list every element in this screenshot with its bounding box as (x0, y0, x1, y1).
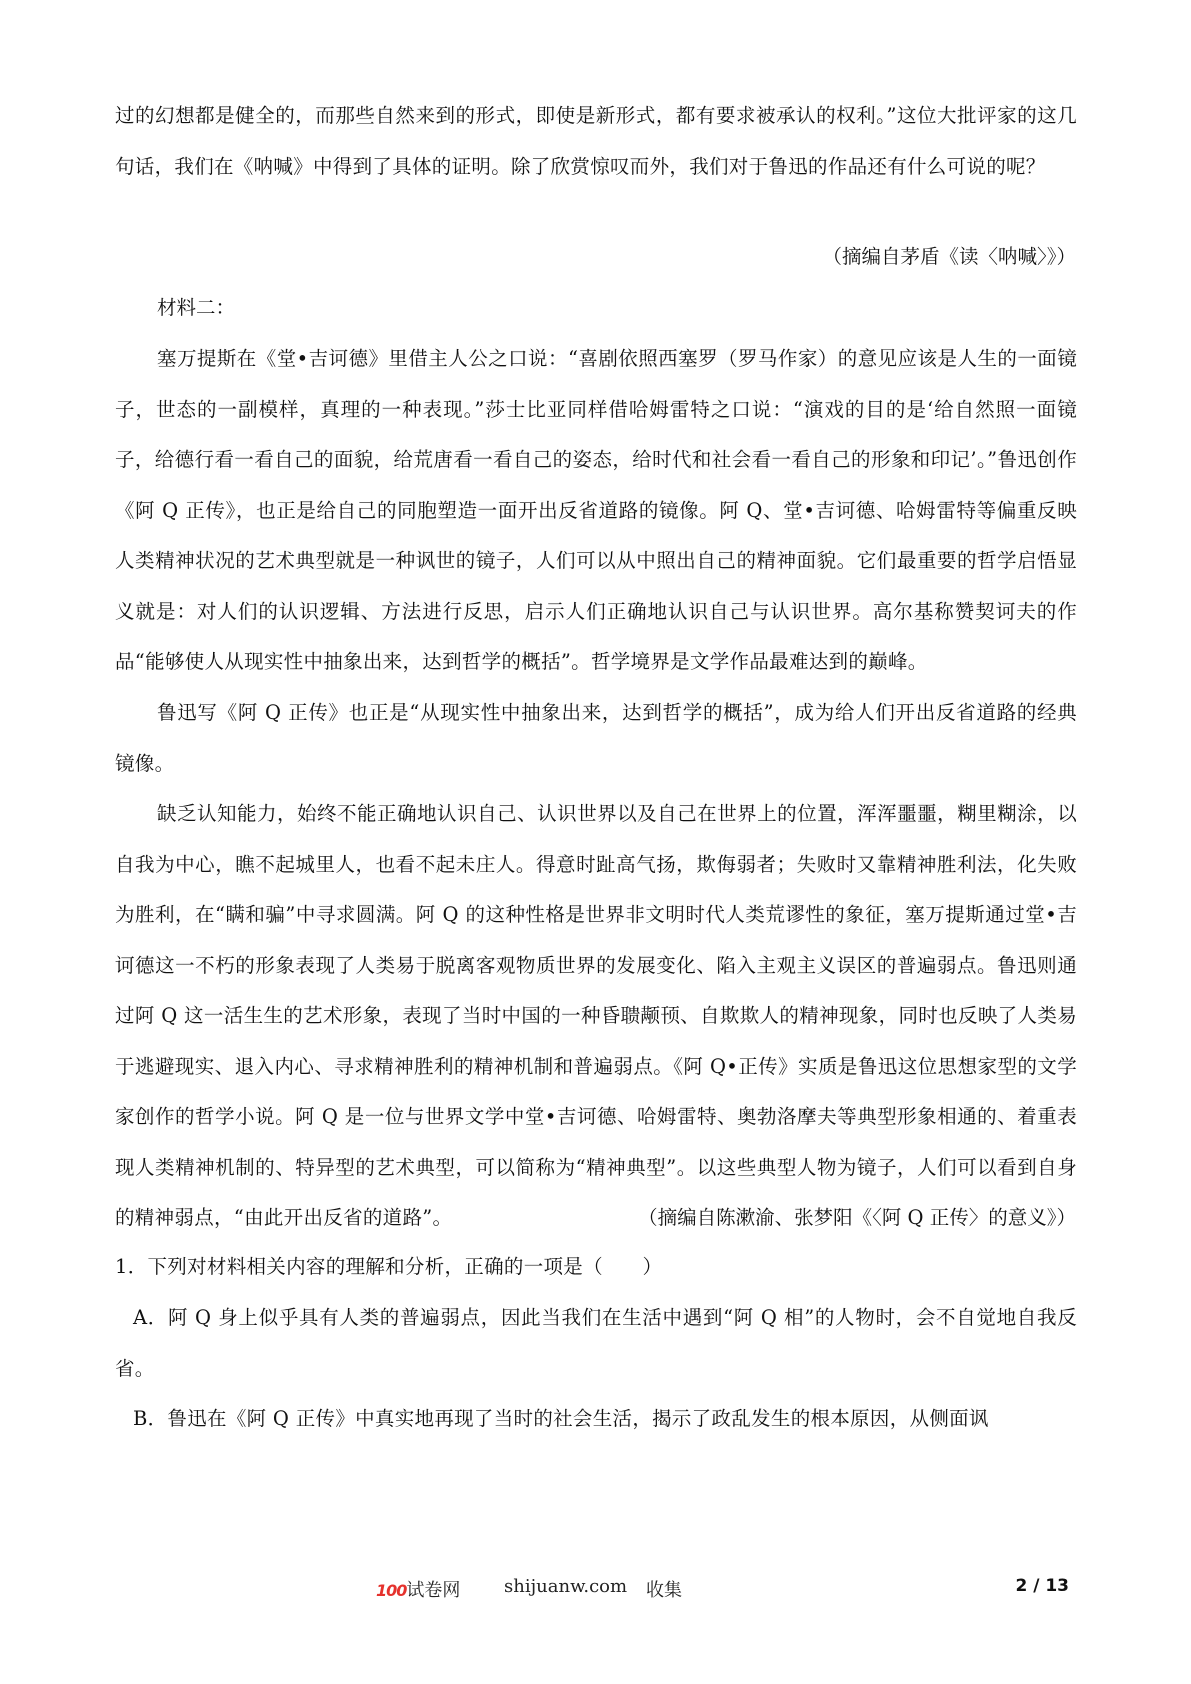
material2-paragraph-1: 塞万提斯在《堂•吉诃德》里借主人公之口说：“喜剧依照西塞罗（罗马作家）的意见应该是人生的一面镜子，世态的一副模样，真理的一种表现。”莎士比亚同样借哈姆雷特之口说：“演戏的目的是‘给自然照一面镜子，给德行看一看自己的面貌，给荒唐看一看自己的姿态，给时代和社会看一看自己的形象和印记’。”鲁迅创作《阿 Q 正传》，也正是给自己的同胞塑造一面开出反省道路的镜像。阿 Q、堂•吉诃德、哈姆雷特等偏重反映人类精神状况的艺术典型就是一种讽世的镜子，人们可以从中照出自己的精神面貌。它们最重要的哲学启悟显义就是：对人们的认识逻辑、方法进行反思，启示人们正确地认识自己与认识世界。高尔基称赞契诃夫的作品“能够使人从现实性中抽象出来，达到哲学的概括”。哲学境界是文学作品最难达到的巅峰。 (115, 347, 1077, 673)
page-footer (0, 1574, 1191, 1604)
source-citation-2: （摘编自陈漱渝、张梦阳《〈阿 Q 正传〉的意义》） (638, 1206, 1076, 1229)
source-citation-1: （摘编自茅盾《读〈呐喊〉》） (822, 245, 1076, 268)
site-logo (376, 1576, 460, 1602)
option-a: A．阿 Q 身上似乎具有人类的普遍弱点，因此当我们在生活中遇到“阿 Q 相”的人物时，会不自觉地自我反省。 (115, 1306, 1077, 1380)
site-url: shijuanw.com (504, 1576, 628, 1597)
page-number: 2 / 13 (1015, 1576, 1069, 1596)
material1-tail-paragraph: 过的幻想都是健全的，而那些自然来到的形式，即使是新形式，都有要求被承认的权利。”这位大批评家的这几句话，我们在《呐喊》中得到了具体的证明。除了欣赏惊叹而外，我们对于鲁迅的作品还有什么可说的呢？ (115, 104, 1077, 178)
material2-paragraph-2: 鲁迅写《阿 Q 正传》也正是“从现实性中抽象出来，达到哲学的概括”，成为给人们开出反省道路的经典镜像。 (115, 701, 1077, 775)
collect-label: 收集 (646, 1580, 682, 1601)
option-b: B．鲁迅在《阿 Q 正传》中真实地再现了当时的社会生活，揭示了政乱发生的根本原因，从侧面讽 (133, 1407, 989, 1430)
logo-text: 试卷网 (406, 1580, 461, 1601)
material2-paragraph-3: 缺乏认知能力，始终不能正确地认识自己、认识世界以及自己在世界上的位置，浑浑噩噩，糊里糊涂，以自我为中心，瞧不起城里人，也看不起未庄人。得意时趾高气扬，欺侮弱者；失败时又靠精神胜利法，化失败为胜利，在“瞒和骗”中寻求圆满。阿 Q 的这种性格是世界非文明时代人类荒谬性的象征，塞万提斯通过堂•吉诃德这一不朽的形象表现了人类易于脱离客观物质世界的发展变化、陷入主观主义误区的普遍弱点。鲁迅则通过阿 Q 这一活生生的艺术形象，表现了当时中国的一种昏聩颟顸、自欺欺人的精神现象，同时也反映了人类易于逃避现实、退入内心、寻求精神胜利的精神机制和普遍弱点。《阿 Q•正传》实质是鲁迅这位思想家型的文学家创作的哲学小说。阿 Q 是一位与世界文学中堂•吉诃德、哈姆雷特、奥勃洛摩夫等典型形象相通的、着重表现人类精神机制的、特异型的艺术典型，可以简称为“精神典型”。以这些典型人物为镜子，人们可以看到自身的精神弱点，“由此开出反省的道路”。 (115, 802, 1077, 1229)
logo-100-icon: 100 (376, 1581, 407, 1600)
material2-label: 材料二： (157, 296, 236, 319)
question-1-stem: 1．下列对材料相关内容的理解和分析，正确的一项是（ ） (115, 1255, 663, 1278)
